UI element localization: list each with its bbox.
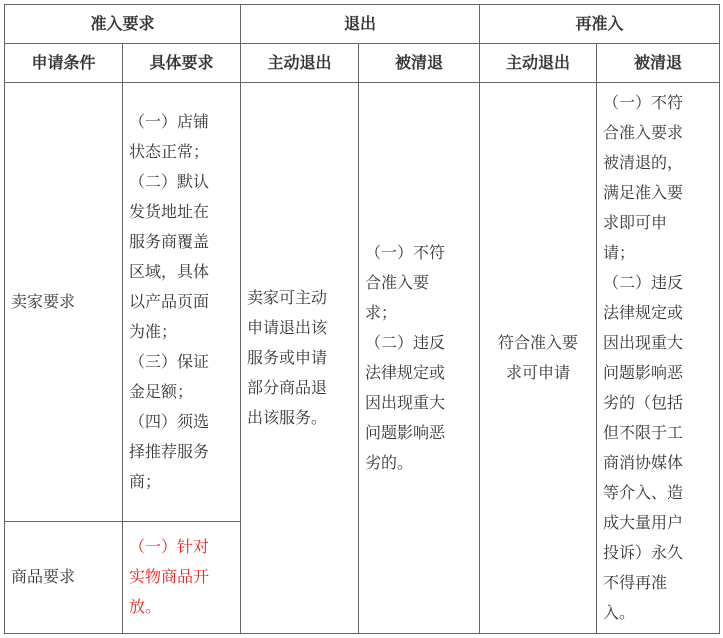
text-line: 以产品页面 [129,291,210,311]
text-line: 投诉）永久 [603,543,684,563]
text-line: （二）违反 [603,273,684,293]
text-line: （一）不符 [365,243,446,263]
product-label: 商品要求 [5,521,123,633]
text-line: 商； [129,471,162,491]
text-line: 法律规定或 [365,363,446,383]
text-line: 合准入要 [365,273,430,293]
text-line: 法律规定或 [603,303,684,323]
cleared-exit-text [359,83,480,634]
text-line: 求； [365,303,398,323]
text-line: 发货地址在 [129,201,210,221]
text-line: 合准入要求 [603,123,684,143]
text-line: 卖家可主动 [247,288,328,308]
product-requirements [123,521,241,633]
admission-table [4,4,720,634]
cleared-readmit-text [597,83,720,634]
header-condition: 申请条件 [5,44,123,83]
text-line: 金足额； [129,381,194,401]
header-voluntary-exit: 主动退出 [241,44,359,83]
text-line: 不得再准 [603,573,668,593]
text-line: 为准； [129,321,178,341]
voluntary-readmit-text [480,83,597,634]
text-line: 劣的。 [365,453,414,473]
text-line: 商消协媒体 [603,453,684,473]
text-line: 被清退的， [603,153,684,173]
text-line: 部分商品退 [247,378,328,398]
text-line: 求可申请 [506,363,571,383]
text-line: 申请退出该 [247,318,328,338]
header-readmission: 再准入 [480,5,720,44]
text-line: 区域，具体 [129,261,210,281]
text-line: 问题影响恶 [603,363,684,383]
text-line: 放。 [129,597,162,617]
text-line: 入。 [603,603,636,623]
header-exit: 退出 [241,5,480,44]
text-line: 请； [603,243,636,263]
text-line: 成大量用户 [603,513,684,533]
text-line: （三）保证 [129,351,210,371]
text-line: （四）须选 [129,411,210,431]
text-line: 实物商品开 [129,567,210,587]
header-admission: 准入要求 [5,5,241,44]
seller-label: 卖家要求 [5,83,123,522]
text-line: 服务或申请 [247,348,328,368]
text-line: 状态正常； [129,141,210,161]
text-line: （二）默认 [129,171,210,191]
text-line: 求即可申 [603,213,668,233]
text-line: 择推荐服务 [129,441,210,461]
text-line: 问题影响恶 [365,423,446,443]
text-line: （二）违反 [365,333,446,353]
text-line: 因出现重大 [365,393,446,413]
voluntary-exit-text [241,83,359,634]
text-line: （一）针对 [129,537,210,557]
text-line: 服务商覆盖 [129,231,210,251]
header-specific: 具体要求 [123,44,241,83]
text-line: 符合准入要 [498,333,579,353]
header-cleared-exit: 被清退 [359,44,480,83]
text-line: 满足准入要 [603,183,684,203]
text-line: 但不限于工 [603,423,684,443]
text-line: （一）店铺 [129,111,210,131]
text-line: 劣的（包括 [603,393,684,413]
header-cleared-readmit: 被清退 [597,44,720,83]
text-line: 因出现重大 [603,333,684,353]
text-line: 出该服务。 [247,408,328,428]
header-voluntary-readmit: 主动退出 [480,44,597,83]
text-line: （一）不符 [603,93,684,113]
seller-requirements [123,83,241,522]
text-line: 等介入、造 [603,483,684,503]
